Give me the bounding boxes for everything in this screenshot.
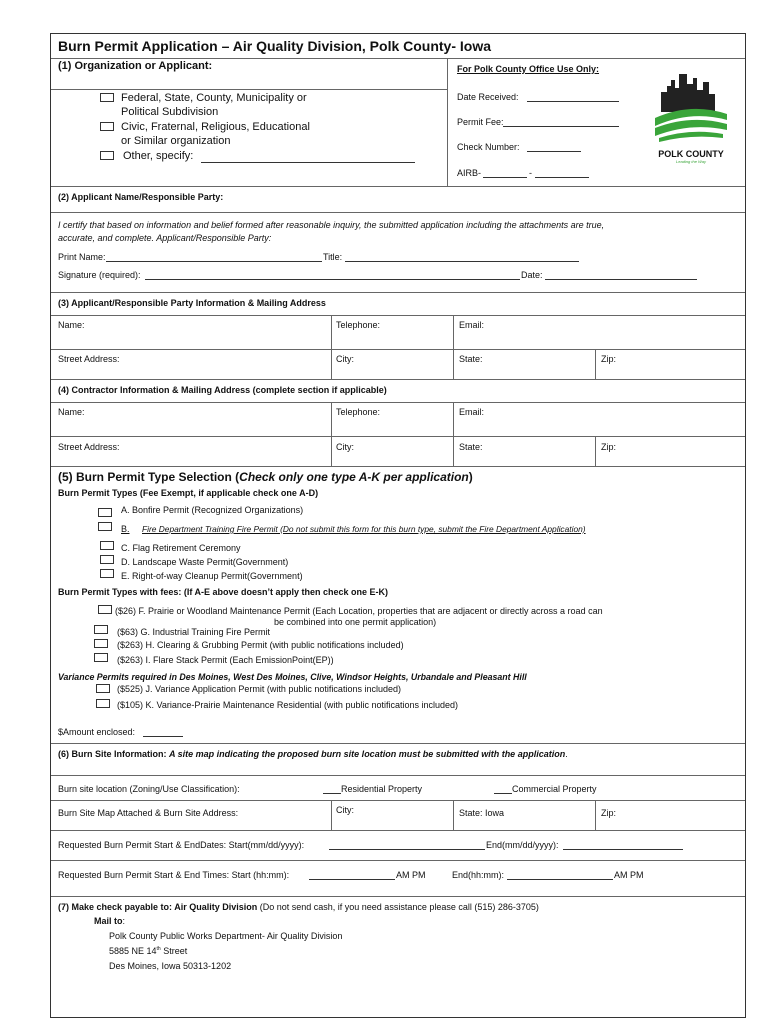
airb-field-2[interactable] [535, 177, 589, 178]
checkbox-I[interactable] [94, 653, 108, 662]
checkbox-other[interactable] [100, 151, 114, 160]
s3-street-label[interactable]: Street Address: [58, 354, 120, 364]
requested-dates-label: Requested Burn Permit Start & EndDates: Start(mm/dd/yyyy): [58, 840, 305, 850]
signature-label: Signature (required): [58, 270, 141, 280]
option-D: D. Landscape Waste Permit(Government) [121, 557, 289, 567]
start-date-field[interactable] [329, 849, 485, 850]
logo-tagline: Leading the Way [676, 159, 706, 164]
divider [51, 800, 745, 801]
checkbox-E[interactable] [100, 569, 114, 578]
s6-heading: (6) Burn Site Information: A site map indicating the proposed burn site location must be submitted with the application. [58, 749, 568, 759]
divider [51, 743, 745, 744]
divider [51, 436, 745, 437]
divider [51, 349, 745, 350]
divider [453, 800, 454, 830]
divider [51, 466, 745, 467]
checkbox-G[interactable] [94, 625, 108, 634]
requested-times-label: Requested Burn Permit Start & End Times: Start (hh:mm): [58, 870, 290, 880]
s3-state-label[interactable]: State: [459, 354, 483, 364]
s3-heading: (3) Applicant/Responsible Party Information & Mailing Address [58, 298, 326, 308]
option-K: ($105) K. Variance-Prairie Maintenance Residential (with public notifications included) [117, 700, 459, 710]
polk-county-logo [651, 74, 731, 164]
s4-state-label[interactable]: State: [459, 442, 483, 452]
divider [331, 315, 332, 379]
end-ampm[interactable]: AM PM [614, 870, 644, 880]
divider [51, 402, 745, 403]
date-label: Date: [521, 270, 543, 280]
opt-government-label-2: Political Subdivision [121, 106, 219, 118]
checkbox-C[interactable] [100, 541, 114, 550]
checkbox-J[interactable] [96, 684, 110, 693]
permit-fee-field[interactable] [503, 126, 619, 127]
option-F: ($26) F. Prairie or Woodland Maintenance Permit (Each Location, properties that are adjacent or directly across a road can [115, 606, 603, 616]
date-received-label: Date Received: [457, 92, 519, 102]
s7-heading: (7) Make check payable to: Air Quality Division (Do not send cash, if you need assistance please call (515) 286-3705) [58, 902, 539, 912]
form-title: Burn Permit Application – Air Quality Division, Polk County- Iowa [58, 38, 492, 54]
divider [51, 379, 745, 380]
check-number-field[interactable] [527, 151, 581, 152]
s3-city-label[interactable]: City: [336, 354, 354, 364]
s4-zip-label[interactable]: Zip: [601, 442, 617, 452]
certify-text: I certify that based on information and belief formed after reasonable inquiry, the submitted application including the attachments are true, [58, 220, 605, 230]
variance-heading: Variance Permits required in Des Moines, West Des Moines, Clive, Windsor Heights, Urbandale and Pleasant Hill [58, 672, 527, 682]
divider [51, 58, 745, 59]
date-field[interactable] [545, 279, 697, 280]
date-received-field[interactable] [527, 101, 619, 102]
option-I: ($263) I. Flare Stack Permit (Each EmissionPoint(EP)) [117, 655, 334, 665]
signature-field[interactable] [145, 279, 520, 280]
checkbox-H[interactable] [94, 639, 108, 648]
checkbox-A[interactable] [98, 508, 112, 517]
opt-civic-label: Civic, Fraternal, Religious, Educational [121, 121, 310, 133]
s4-name-label[interactable]: Name: [58, 407, 85, 417]
mail-to-label: Mail to: [94, 916, 126, 926]
option-A: A. Bonfire Permit (Recognized Organizations) [121, 505, 304, 515]
divider [51, 896, 745, 897]
start-time-field[interactable] [309, 879, 395, 880]
checkbox-government[interactable] [100, 93, 114, 102]
divider [51, 830, 745, 831]
airb-field-1[interactable] [483, 177, 527, 178]
checkbox-civic[interactable] [100, 122, 114, 131]
residential-check-line[interactable] [323, 793, 341, 794]
s4-email-label[interactable]: Email: [459, 407, 485, 417]
burn-permit-form [50, 33, 746, 1018]
check-number-label: Check Number: [457, 142, 520, 152]
opt-civic-label-2: or Similar organization [121, 135, 231, 147]
address-line-1: Polk County Public Works Department- Air Quality Division [109, 931, 343, 941]
divider [331, 800, 332, 830]
option-J: ($525) J. Variance Application Permit (with public notifications included) [117, 684, 401, 694]
option-C: C. Flag Retirement Ceremony [121, 543, 241, 553]
divider [51, 292, 745, 293]
divider [51, 186, 745, 187]
option-B-letter: B. [121, 524, 130, 534]
s4-street-label[interactable]: Street Address: [58, 442, 120, 452]
airb-label: AIRB- [457, 168, 482, 178]
option-H: ($263) H. Clearing & Grubbing Permit (with public notifications included) [117, 640, 404, 650]
s4-city-label[interactable]: City: [336, 442, 354, 452]
checkbox-B[interactable] [98, 522, 112, 531]
commercial-label: Commercial Property [512, 784, 597, 794]
s6-state-label[interactable]: State: Iowa [459, 808, 505, 818]
s6-city-label[interactable]: City: [336, 805, 354, 815]
divider [453, 315, 454, 379]
opt-other-label: Other, specify: [123, 150, 194, 162]
residential-label: Residential Property [341, 784, 423, 794]
option-E: E. Right-of-way Cleanup Permit(Government) [121, 571, 303, 581]
logo-text: POLK COUNTY [658, 149, 724, 159]
address-line-2: 5885 NE 14th Street [109, 946, 188, 956]
permit-fee-label: Permit Fee: [457, 117, 504, 127]
s3-email-label[interactable]: Email: [459, 320, 485, 330]
title-field[interactable] [345, 261, 579, 262]
burn-site-map-label: Burn Site Map Attached & Burn Site Address: [58, 808, 239, 818]
s3-telephone-label[interactable]: Telephone: [336, 320, 381, 330]
checkbox-F[interactable] [98, 605, 112, 614]
commercial-check-line[interactable] [494, 793, 512, 794]
s5-heading: (5) Burn Permit Type Selection (Check only one type A-K per application) [58, 470, 473, 484]
divider [595, 800, 596, 830]
other-specify-field[interactable] [201, 162, 415, 163]
divider [453, 402, 454, 466]
amount-enclosed-label: $Amount enclosed: [58, 727, 136, 737]
divider [331, 402, 332, 466]
divider [51, 775, 745, 776]
title-label: Title: [323, 252, 343, 262]
divider [595, 349, 596, 379]
s3-name-label[interactable]: Name: [58, 320, 85, 330]
s3-zip-label[interactable]: Zip: [601, 354, 617, 364]
divider [595, 436, 596, 466]
office-use-heading: For Polk County Office Use Only: [457, 64, 600, 74]
divider [51, 315, 745, 316]
divider [51, 860, 745, 861]
s2-heading: (2) Applicant Name/Responsible Party: [58, 192, 224, 202]
divider [51, 89, 447, 90]
end-time-field[interactable] [507, 879, 613, 880]
print-name-field[interactable] [106, 261, 322, 262]
with-fees-heading: Burn Permit Types with fees: (If A-E above doesn’t apply then check one E-K) [58, 587, 389, 597]
fee-exempt-heading: Burn Permit Types (Fee Exempt, if applicable check one A-D) [58, 488, 319, 498]
option-F-cont: be combined into one permit application) [274, 617, 437, 627]
checkbox-K[interactable] [96, 699, 110, 708]
end-time-label: End(hh:mm): [452, 870, 505, 880]
address-line-3: Des Moines, Iowa 50313-1202 [109, 961, 232, 971]
option-B: Fire Department Training Fire Permit (Do not submit this form for this burn type, submit the Fire Department Application) [142, 524, 586, 534]
certify-text-2: accurate, and complete. Applicant/Responsible Party: [58, 233, 272, 243]
option-G: ($63) G. Industrial Training Fire Permit [117, 627, 271, 637]
burn-site-location-label: Burn site location (Zoning/Use Classification): [58, 784, 240, 794]
airb-dash: - [529, 168, 532, 178]
end-date-label: End(mm/dd/yyyy): [486, 840, 559, 850]
divider [51, 212, 745, 213]
amount-enclosed-field[interactable] [143, 736, 183, 737]
end-date-field[interactable] [563, 849, 683, 850]
start-ampm[interactable]: AM PM [396, 870, 426, 880]
s6-zip-label[interactable]: Zip: [601, 808, 617, 818]
print-name-label: Print Name: [58, 252, 106, 262]
opt-government-label: Federal, State, County, Municipality or [121, 92, 307, 104]
s4-telephone-label[interactable]: Telephone: [336, 407, 381, 417]
s4-heading: (4) Contractor Information & Mailing Address (complete section if applicable) [58, 385, 387, 395]
checkbox-D[interactable] [100, 555, 114, 564]
s1-heading: (1) Organization or Applicant: [58, 60, 213, 72]
divider [447, 58, 448, 186]
